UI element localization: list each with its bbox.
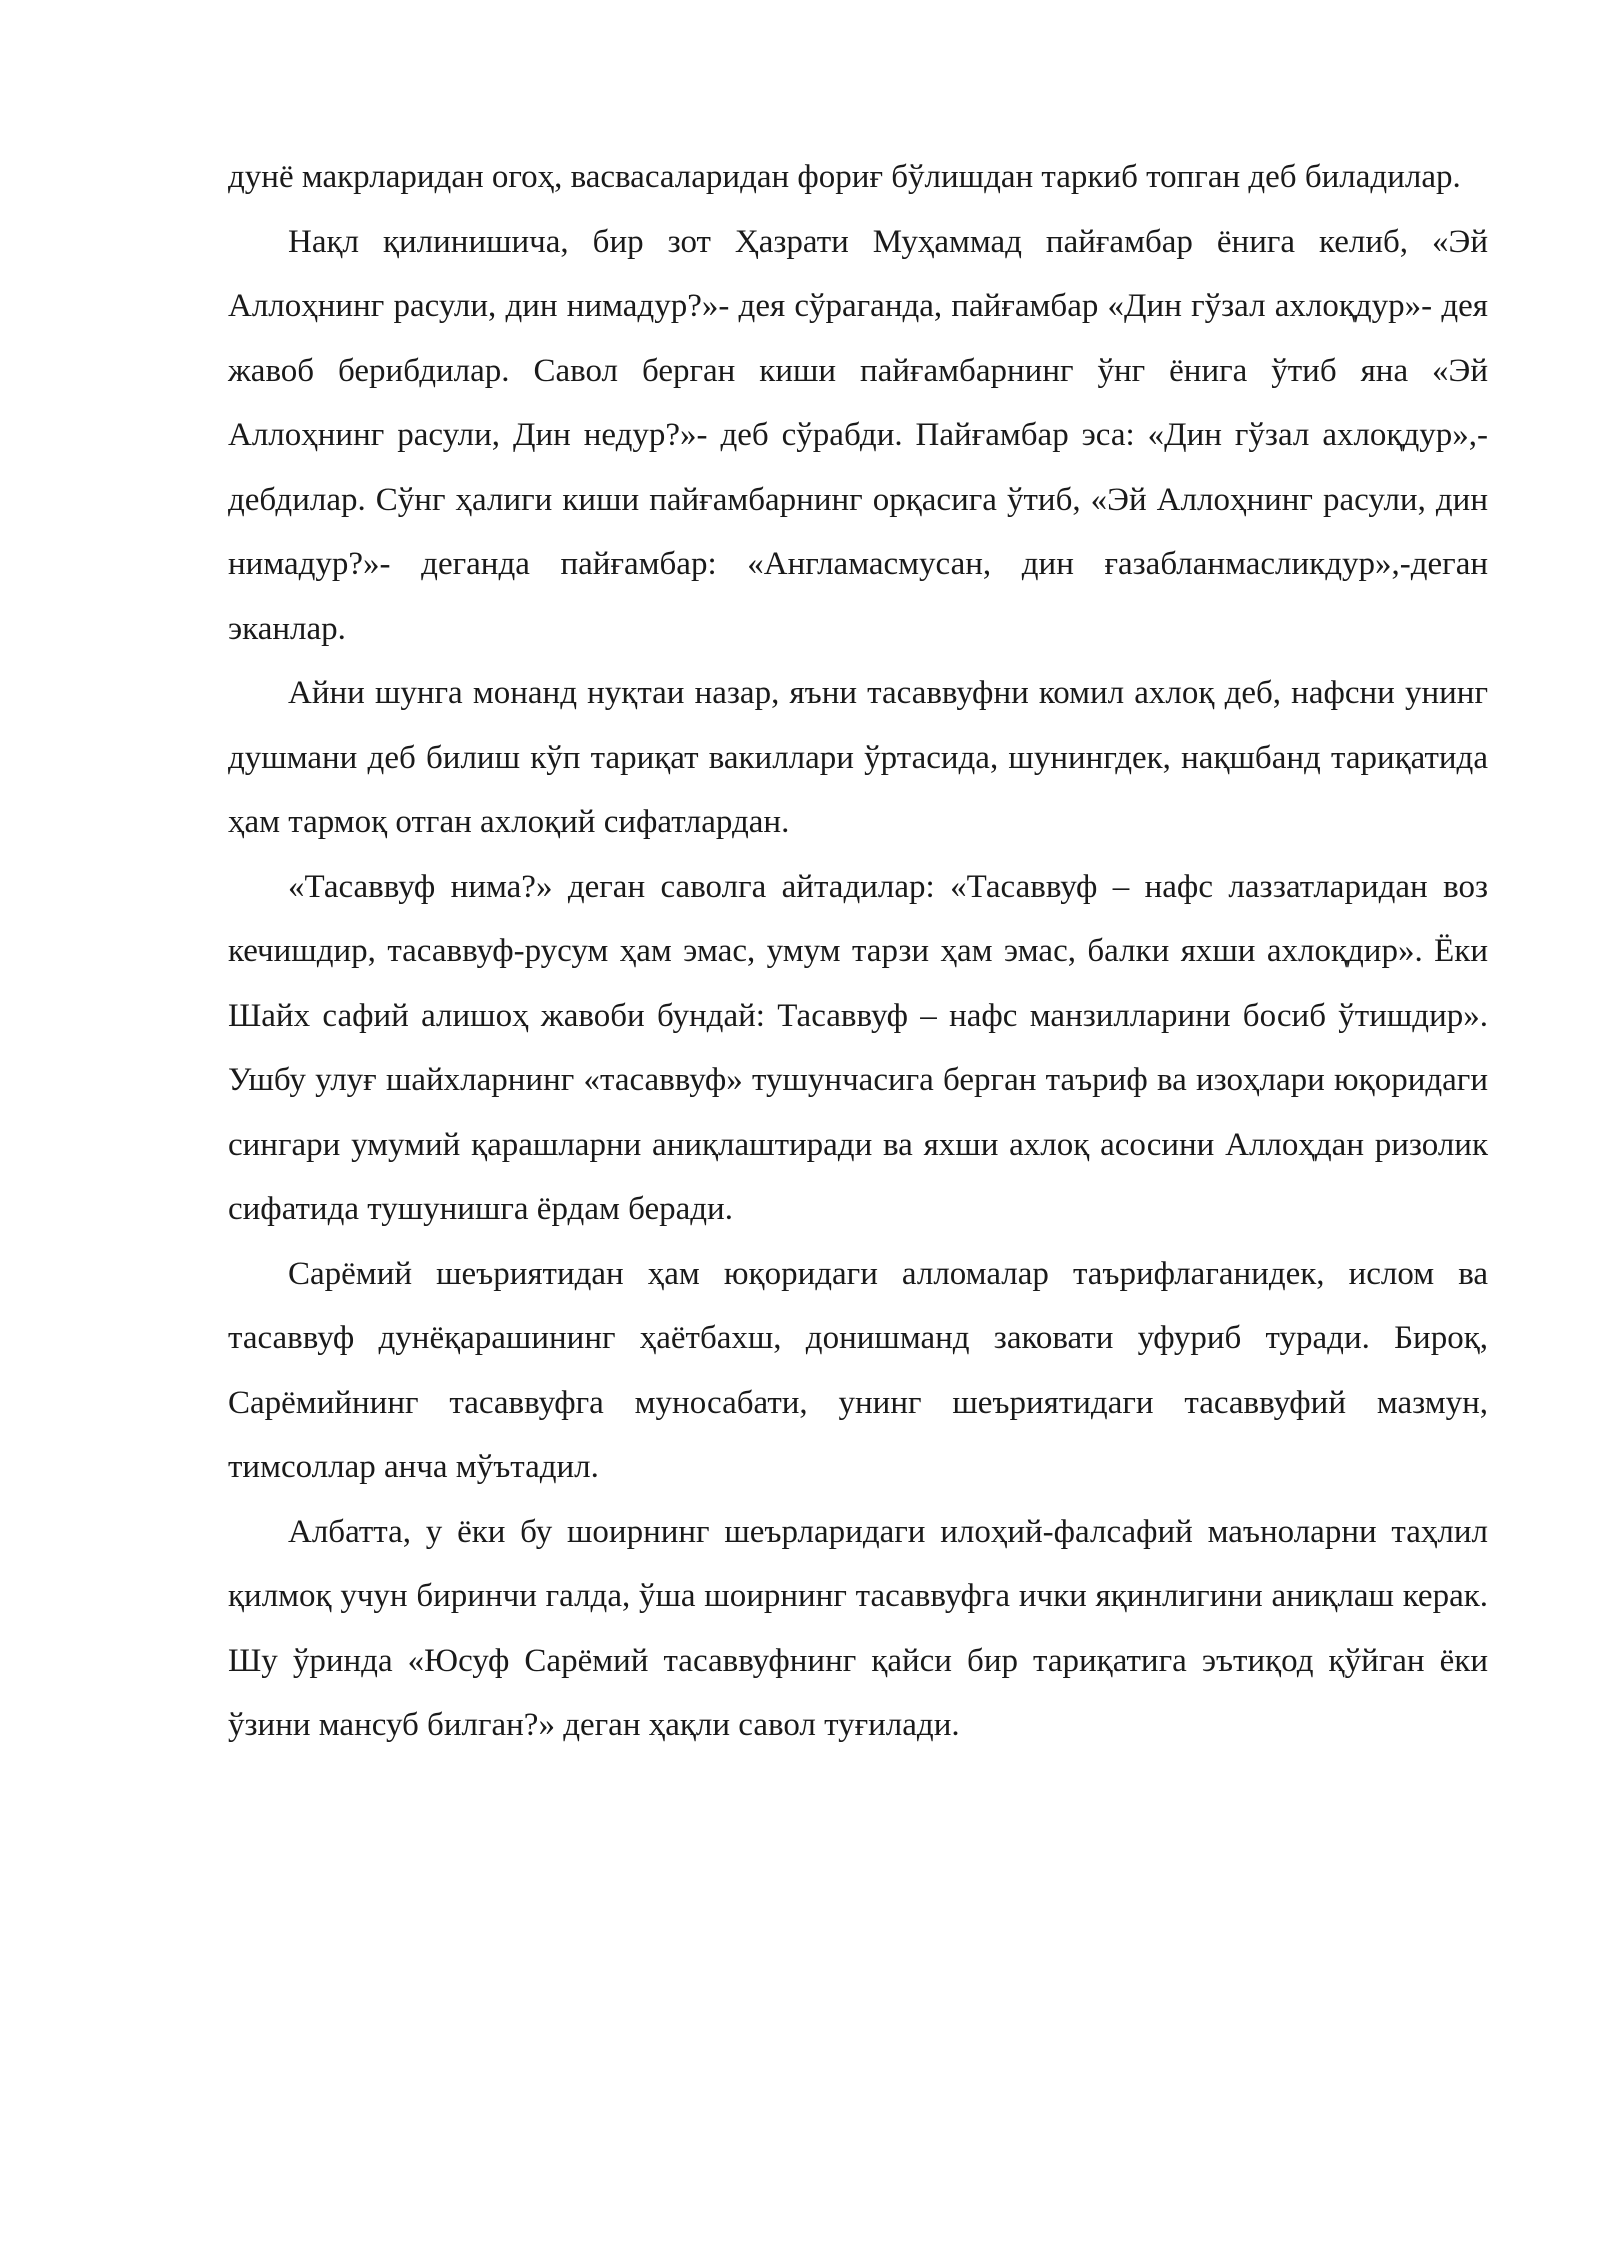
paragraph-hadith: Нақл қилинишича, бир зот Ҳазрати Муҳаммад пайғамбар ёнига келиб, «Эй Аллоҳнинг расули, дин нимадур?»- дея сўраганда, пайғамбар «Дин гўзал ахлоқдур»- дея жавоб берибдилар. Савол берган киши пайғамбарнинг ўнг ёнига ўтиб яна «Эй Аллоҳнинг расули, Дин недур?»- деб сўрабди. Пайғамбар эса: «Дин гўзал ахлоқдур»,- дебдилар. Сўнг ҳалиги киши пайғамбарнинг орқасига ўтиб, «Эй Аллоҳнинг расули, дин нимадур?»- деганда пайғамбар: «Англамасмусан, дин ғазабланмасликдур»,-деган эканлар. — [228, 223, 1488, 647]
paragraph-perspective: Айни шунга монанд нуқтаи назар, яъни тасаввуфни комил ахлоқ деб, нафсни унинг душмани деб билиш кўп тариқат вакиллари ўртасида, шунингдек, нақшбанд тариқатида ҳам тармоқ отган ахлоқий сифатлардан. — [228, 675, 1488, 840]
document-page — [228, 145, 1488, 1758]
paragraph-saryomiy-poetry: Сарёмий шеъриятидан ҳам юқоридаги алломалар таърифлаганидек, ислом ва тасаввуф дунёқарашининг ҳаётбахш, донишманд заковати уфуриб туради. Бироқ, Сарёмийнинг тасаввуфга муносабати, унинг шеъриятидаги тасаввуфий мазмун, тимсоллар анча мўътадил. — [228, 1255, 1488, 1485]
paragraph-tasavvuf-definition: «Тасаввуф нима?» деган саволга айтадилар: «Тасаввуф – нафс лаззатларидан воз кечишдир, тасаввуф-русум ҳам эмас, умум тарзи ҳам эмас, балки яхши ахлоқдир». Ёки Шайх сафий алишоҳ жавоби бундай: Тасаввуф – нафс манзилларини босиб ўтишдир». Ушбу улуғ шайхларнинг «тасаввуф» тушунчасига берган таъриф ва изоҳлари юқоридаги сингари умумий қарашларни аниқлаштиради ва яхши ахлоқ асосини Аллоҳдан ризолик сифатида тушунишга ёрдам беради. — [228, 868, 1488, 1227]
paragraph-continuation: дунё макрларидан огоҳ, васвасаларидан фориғ бўлишдан таркиб топган деб биладилар. — [228, 159, 1461, 195]
paragraph-analysis-question: Албатта, у ёки бу шоирнинг шеърларидаги илоҳий-фалсафий маъноларни таҳлил қилмоқ учун биринчи галда, ўша шоирнинг тасаввуфга ички яқинлигини аниқлаш керак. Шу ўринда «Юсуф Сарёмий тасаввуфнинг қайси бир тариқатига эътиқод қўйган ёки ўзини мансуб билган?» деган ҳақли савол туғилади. — [228, 1513, 1488, 1743]
